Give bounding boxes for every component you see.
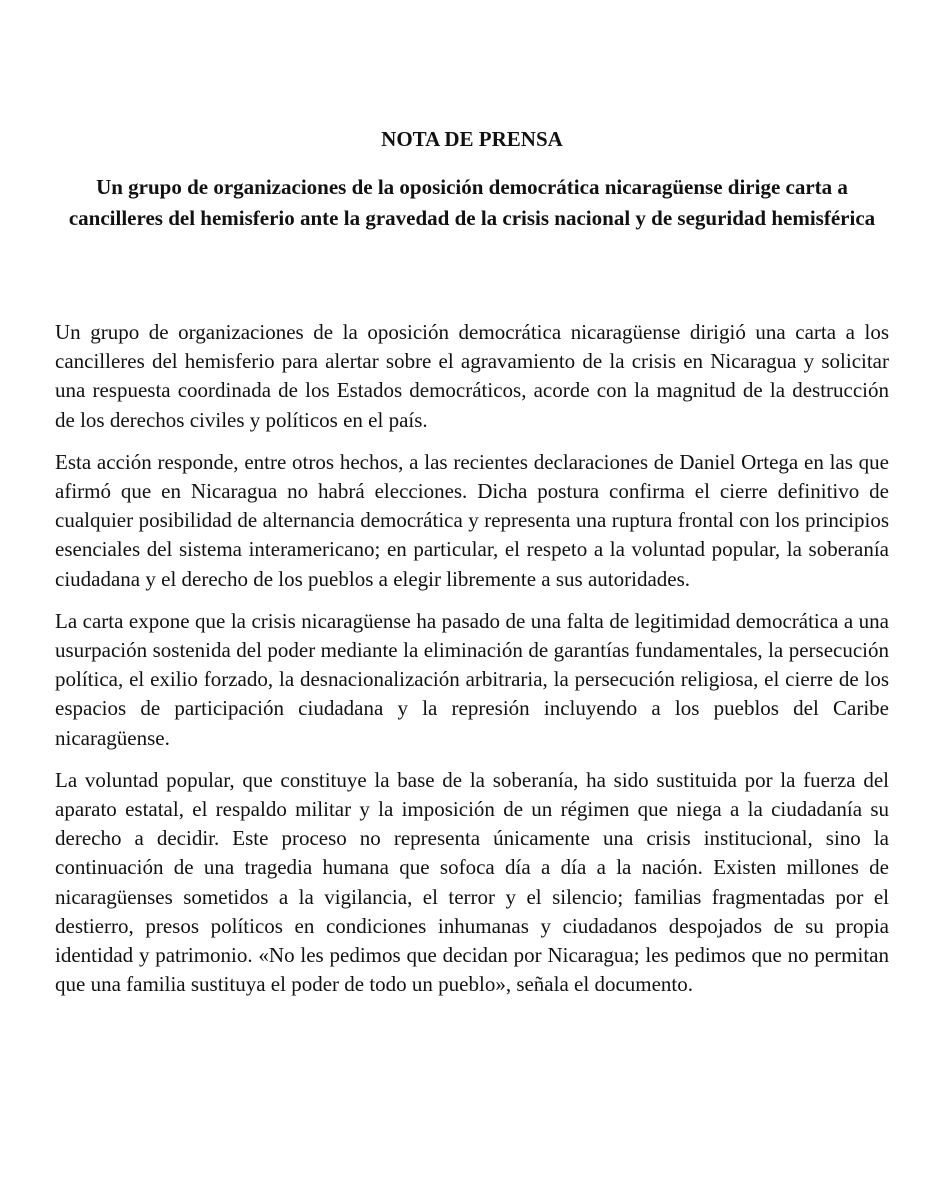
document-body <box>55 318 889 1012</box>
page-title: NOTA DE PRENSA <box>381 127 563 151</box>
page-subtitle: Un grupo de organizaciones de la oposición democrática nicaragüense dirige carta a cancilleres del hemisferio ante la gravedad de la crisis nacional y de seguridad hemisférica <box>68 175 876 230</box>
paragraph-3: La carta expone que la crisis nicaragüense ha pasado de una falta de legitimidad democrática a una usurpación sostenida del poder mediante la eliminación de garantías fundamentales, la persecución política, el exilio forzado, la desnacionalización arbitraria, la persecución religiosa, el cierre de los espacios de participación ciudadana y la represión incluyendo a los pueblos del Caribe nicaragüense. <box>55 608 889 750</box>
paragraph-2: Esta acción responde, entre otros hechos, a las recientes declaraciones de Daniel Ortega en las que afirmó que en Nicaragua no habrá elecciones. Dicha postura confirma el cierre definitivo de cualquier posibilidad de alternancia democrática y representa una ruptura frontal con los principios esenciales del sistema interamericano; en particular, el respeto a la voluntad popular, la soberanía ciudadana y el derecho de los pueblos a elegir libremente a sus autoridades. <box>55 449 889 591</box>
paragraph-1: Un grupo de organizaciones de la oposición democrática nicaragüense dirigió una carta a los cancilleres del hemisferio para alertar sobre el agravamiento de la crisis en Nicaragua y solicitar una respuesta coordinada de los Estados democráticos, acorde con la magnitud de la destrucción de los derechos civiles y políticos en el país. <box>55 320 889 432</box>
paragraph-4: La voluntad popular, que constituye la base de la soberanía, ha sido sustituida por la fuerza del aparato estatal, el respaldo militar y la imposición de un régimen que niega a la ciudadanía su derecho a decidir. Este proceso no representa únicamente una crisis institucional, sino la continuación de una tragedia humana que sofoca día a día a la nación. Existen millones de nicaragüenses sometidos a la vigilancia, el terror y el silencio; familias fragmentadas por el destierro, presos políticos en condiciones inhumanas y ciudadanos despojados de su propia identidad y patrimonio. «No les pedimos que decidan por Nicaragua; les pedimos que no permitan que una familia sustituya el poder de todo un pueblo», señala el documento. <box>55 767 889 997</box>
